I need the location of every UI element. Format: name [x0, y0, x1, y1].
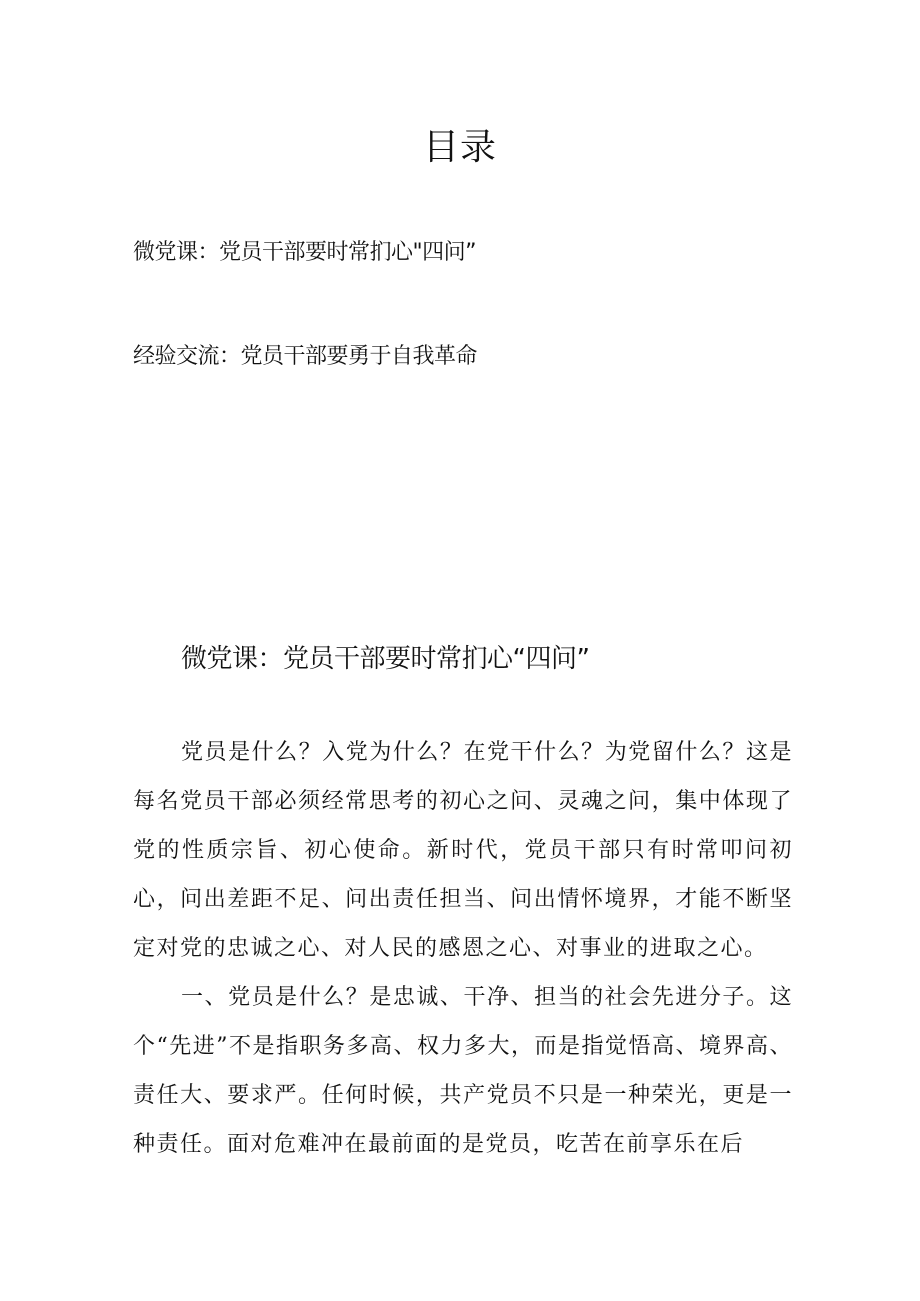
toc-item-experience-exchange[interactable]: 经验交流：党员干部要勇于自我革命 — [133, 344, 478, 369]
article-paragraph-2: 一、党员是什么？是忠诚、干净、担当的社会先进分子。这个“先进”不是指职务多高、权力多大，而是指觉悟高、境界高、责任大、要求严。任何时候，共产党员不只是一种荣光，更是一种责任。面对危难冲在最前面的是党员，吃苦在前享乐在后 — [133, 985, 793, 1157]
article-heading: 微党课：党员干部要时常扪心“四问” — [181, 644, 590, 674]
article-paragraph-1: 党员是什么？入党为什么？在党干什么？为党留什么？这是每名党员干部必须经常思考的初心之问、灵魂之问，集中体现了党的性质宗旨、初心使命。新时代，党员干部只有时常叩问初心，问出差距不足、问出责任担当、问出情怀境界，才能不断坚定对党的忠诚之心、对人民的感恩之心、对事业的进取之心。 — [133, 740, 793, 961]
toc-title: 目录 — [422, 127, 497, 168]
toc-item-micro-lecture[interactable]: 微党课：党员干部要时常扪心"四问” — [133, 240, 477, 265]
